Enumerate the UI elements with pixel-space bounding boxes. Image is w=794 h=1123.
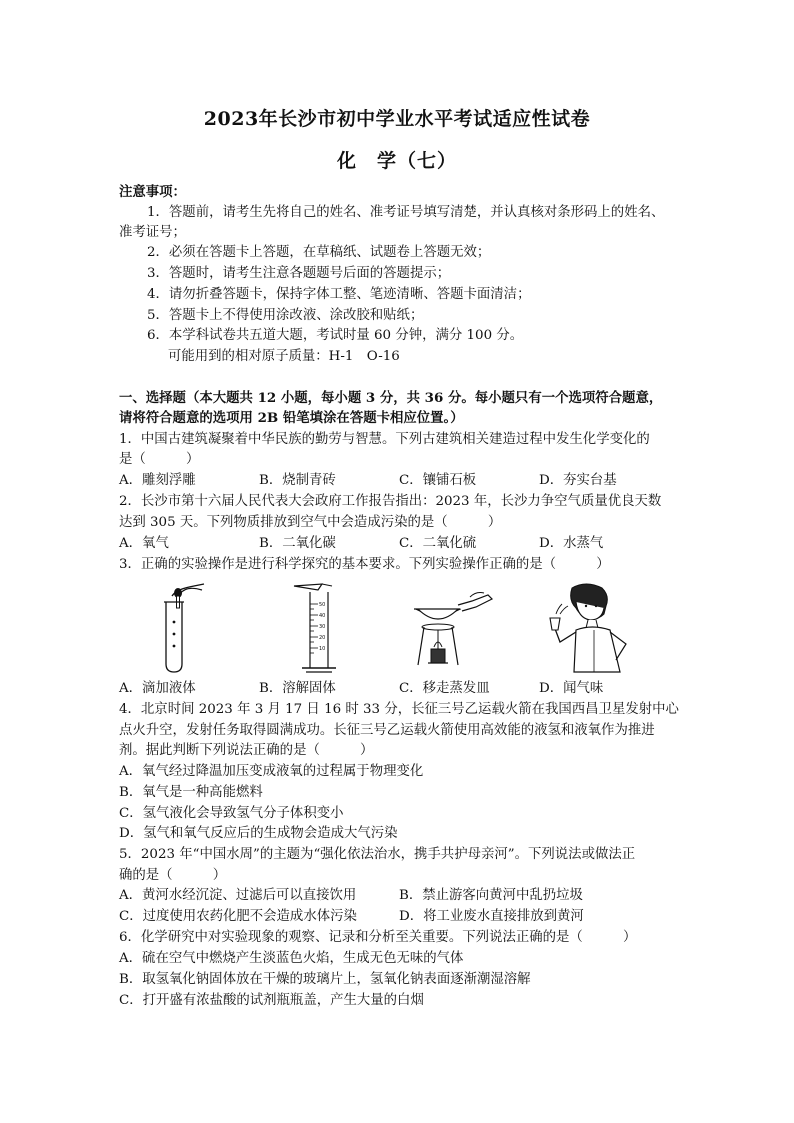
exam-subject: 化 学（七） (336, 150, 457, 172)
option-b: B．氧气是一种高能燃料 (119, 785, 263, 800)
option-d: D．夯实台基 (539, 473, 617, 488)
notice-item: 准考证号； (119, 225, 186, 240)
question-stem: 5．2023 年“中国水周”的主题为“强化依法治水，携手共护母亲河”。下列说法或做法正 (119, 847, 636, 862)
option-a: A．氧气 (119, 536, 169, 551)
notice-item: 6．本学科试卷共五道大题，考试时量 60 分钟，满分 100 分。 (147, 328, 524, 343)
graduated-cylinder-figure (288, 582, 352, 674)
dropper-test-tube-figure (150, 582, 210, 674)
exam-title: 2023年长沙市初中学业水平考试适应性试卷 (203, 108, 591, 130)
option-b: B．溶解固体 (259, 681, 336, 696)
option-b: B．取氢氧化钠固体放在干燥的玻璃片上，氢氧化钠表面逐渐潮湿溶解 (119, 972, 531, 987)
option-d: D．氢气和氧气反应后的生成物会造成大气污染 (119, 826, 398, 841)
question-stem: 3．正确的实验操作是进行科学探究的基本要求。下列实验操作正确的是（ ） (119, 557, 610, 572)
option-c: C．移走蒸发皿 (399, 681, 490, 696)
option-c: C．打开盛有浓盐酸的试剂瓶瓶盖，产生大量的白烟 (119, 993, 424, 1008)
notice-heading: 注意事项： (119, 184, 186, 200)
evaporating-dish-figure (412, 585, 494, 671)
question-stem: 达到 305 天。下列物质排放到空气中会造成污染的是（ ） (119, 515, 502, 530)
smelling-gas-figure (546, 580, 636, 674)
option-d: D．将工业废水直接排放到黄河 (399, 909, 584, 924)
section-heading: 一、选择题（本大题共 12 小题，每小题 3 分，共 36 分。每小题只有一个选项符合题意， (119, 390, 663, 406)
notice-item: 3．答题时，请考生注意各题题号后面的答题提示； (147, 266, 451, 281)
option-c: C．过度使用农药化肥不会造成水体污染 (119, 909, 357, 924)
cylinder-tick-label: 30 (319, 624, 326, 630)
question-stem: 确的是（ ） (119, 868, 227, 883)
notice-item: 可能用到的相对原子质量：H-1 O-16 (168, 349, 400, 364)
option-a: A．雕刻浮雕 (119, 473, 196, 488)
option-a: A．氧气经过降温加压变成液氧的过程属于物理变化 (119, 764, 424, 779)
cylinder-tick-label: 10 (319, 646, 326, 652)
option-c: C．氢气液化会导致氢气分子体积变小 (119, 806, 344, 821)
option-c: C．二氧化硫 (399, 536, 477, 551)
notice-item: 5．答题卡上不得使用涂改液、涂改胶和贴纸； (147, 308, 424, 323)
option-a: A．硫在空气中燃烧产生淡蓝色火焰，生成无色无味的气体 (119, 951, 464, 966)
option-b: B．烧制青砖 (259, 473, 336, 488)
option-d: D．闻气味 (539, 681, 604, 696)
option-a: A．黄河水经沉淀、过滤后可以直接饮用 (119, 888, 357, 903)
question-stem: 是（ ） (119, 452, 200, 467)
cylinder-tick-label: 50 (319, 602, 326, 608)
option-d: D．水蒸气 (539, 536, 604, 551)
option-b: B．禁止游客向黄河中乱扔垃圾 (399, 888, 583, 903)
cylinder-tick-label: 20 (319, 635, 326, 641)
question-stem: 4．北京时间 2023 年 3 月 17 日 16 时 33 分，长征三号乙运载火箭在我国西昌卫星发射中心 (119, 702, 679, 717)
notice-item: 2．必须在答题卡上答题，在草稿纸、试题卷上答题无效； (147, 245, 491, 260)
question-stem: 2．长沙市第十六届人民代表大会政府工作报告指出：2023 年，长沙力争空气质量优良天数 (119, 494, 662, 509)
question-stem: 6．化学研究中对实验现象的观察、记录和分析至关重要。下列说法正确的是（ ） (119, 930, 637, 945)
question-stem: 剂。据此判断下列说法正确的是（ ） (119, 743, 374, 758)
option-b: B．二氧化碳 (259, 536, 336, 551)
question-stem: 1．中国古建筑凝聚着中华民族的勤劳与智慧。下列古建筑相关建造过程中发生化学变化的 (119, 432, 650, 447)
question-stem: 点火升空，发射任务取得圆满成功。长征三号乙运载火箭使用高效能的液氢和液氧作为推进 (119, 723, 655, 738)
option-c: C．镶铺石板 (399, 473, 477, 488)
cylinder-tick-label: 40 (319, 613, 326, 619)
section-heading: 请将符合题意的选项用 2B 铅笔填涂在答题卡相应位置。） (119, 410, 464, 426)
notice-item: 1．答题前，请考生先将自己的姓名、准考证号填写清楚，并认真核对条形码上的姓名、 (147, 205, 665, 220)
option-a: A．滴加液体 (119, 681, 196, 696)
notice-item: 4．请勿折叠答题卡，保持字体工整、笔迹清晰、答题卡面清洁； (147, 287, 531, 302)
